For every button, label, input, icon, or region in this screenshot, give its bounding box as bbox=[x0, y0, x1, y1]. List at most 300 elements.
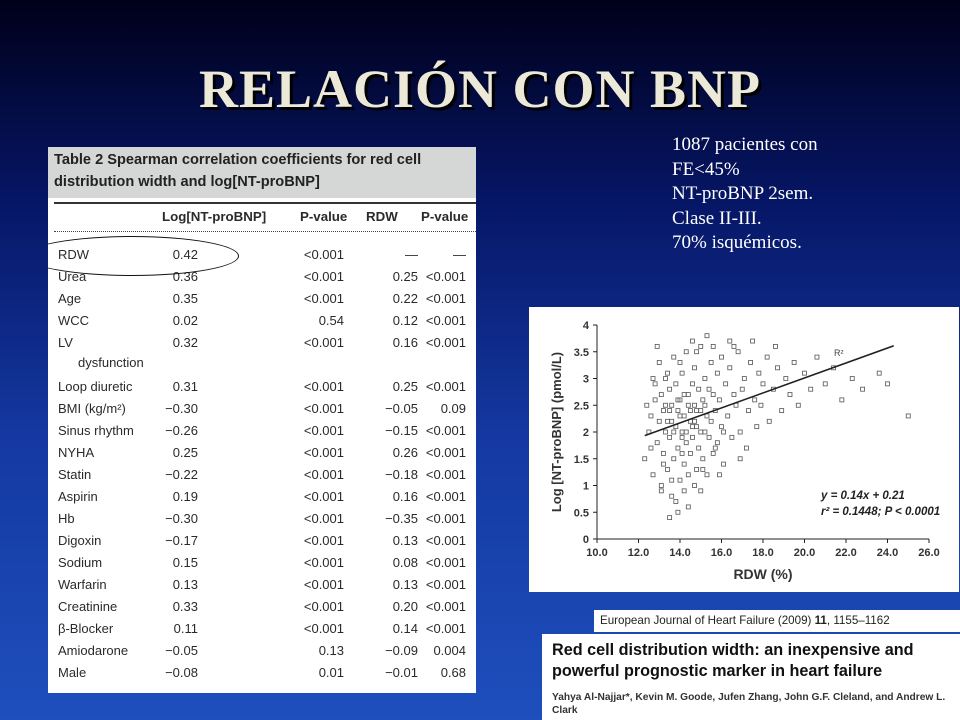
data-point bbox=[796, 403, 800, 407]
row-pvalue-1: <0.001 bbox=[303, 335, 344, 350]
row-pvalue-2: <0.001 bbox=[425, 555, 466, 570]
data-point bbox=[711, 344, 715, 348]
row-pvalue-1: <0.001 bbox=[303, 445, 344, 460]
data-point bbox=[906, 414, 910, 418]
row-pvalue-1: <0.001 bbox=[303, 379, 344, 394]
data-point bbox=[690, 435, 694, 439]
data-point bbox=[678, 414, 682, 418]
row-rdw: 0.14 bbox=[392, 621, 418, 636]
x-tick-label: 14.0 bbox=[669, 547, 691, 559]
table-row bbox=[48, 313, 476, 335]
row-rdw: 0.25 bbox=[392, 379, 418, 394]
data-point bbox=[749, 360, 753, 364]
data-point bbox=[643, 457, 647, 461]
col-header-rdw: RDW bbox=[366, 209, 398, 224]
data-point bbox=[651, 473, 655, 477]
y-tick-label: 4 bbox=[582, 320, 589, 332]
row-log-ntprobnp: −0.08 bbox=[165, 665, 198, 680]
data-point bbox=[684, 441, 688, 445]
data-point bbox=[720, 355, 724, 359]
data-point bbox=[680, 430, 684, 434]
data-point bbox=[663, 377, 667, 381]
data-point bbox=[695, 350, 699, 354]
y-tick-label: 0.5 bbox=[573, 507, 589, 520]
row-pvalue-2: <0.001 bbox=[425, 313, 466, 328]
data-point bbox=[659, 393, 663, 397]
table-caption-prefix: Table 2 bbox=[54, 152, 104, 168]
row-pvalue-2: <0.001 bbox=[425, 291, 466, 306]
data-point bbox=[717, 398, 721, 402]
data-point bbox=[823, 382, 827, 386]
data-point bbox=[705, 334, 709, 338]
row-pvalue-2: <0.001 bbox=[425, 489, 466, 504]
data-point bbox=[690, 425, 694, 429]
data-point bbox=[703, 430, 707, 434]
data-point bbox=[672, 430, 676, 434]
row-log-ntprobnp: 0.19 bbox=[172, 489, 198, 504]
row-pvalue-2: 0.09 bbox=[440, 401, 466, 416]
row-rdw: 0.16 bbox=[392, 489, 418, 504]
row-rdw: −0.35 bbox=[385, 511, 418, 526]
row-pvalue-1: <0.001 bbox=[303, 599, 344, 614]
data-point bbox=[661, 462, 665, 466]
row-variable: Sinus rhythm bbox=[58, 423, 134, 438]
row-rdw: −0.05 bbox=[385, 401, 418, 416]
data-point bbox=[759, 403, 763, 407]
row-rdw: −0.15 bbox=[385, 423, 418, 438]
data-point bbox=[697, 446, 701, 450]
data-point bbox=[693, 403, 697, 407]
data-point bbox=[707, 387, 711, 391]
data-point bbox=[695, 467, 699, 471]
data-point bbox=[686, 393, 690, 397]
data-point bbox=[709, 419, 713, 423]
table-row bbox=[48, 621, 476, 643]
row-pvalue-2: <0.001 bbox=[425, 423, 466, 438]
data-point bbox=[699, 489, 703, 493]
data-point bbox=[701, 457, 705, 461]
data-point bbox=[711, 393, 715, 397]
row-variable: Hb bbox=[58, 511, 75, 526]
data-point bbox=[659, 489, 663, 493]
row-rdw: 0.13 bbox=[392, 533, 418, 548]
data-point bbox=[773, 344, 777, 348]
data-point bbox=[699, 409, 703, 413]
data-point bbox=[815, 355, 819, 359]
col-header-pvalue-2: P-value bbox=[421, 209, 469, 224]
equation-annotation: y = 0.14x + 0.21 bbox=[821, 490, 905, 502]
data-point bbox=[715, 371, 719, 375]
table-row bbox=[48, 467, 476, 489]
data-point bbox=[670, 403, 674, 407]
row-variable: Creatinine bbox=[58, 599, 118, 614]
data-point bbox=[738, 457, 742, 461]
row-variable: Urea bbox=[58, 269, 87, 284]
row-pvalue-2: <0.001 bbox=[425, 599, 466, 614]
journal-volume: 11 bbox=[814, 614, 827, 627]
data-point bbox=[680, 435, 684, 439]
data-point bbox=[649, 414, 653, 418]
data-point bbox=[707, 435, 711, 439]
data-point bbox=[668, 435, 672, 439]
row-variable: Male bbox=[58, 665, 87, 680]
data-point bbox=[666, 371, 670, 375]
row-log-ntprobnp: 0.35 bbox=[172, 291, 198, 306]
row-pvalue-1: <0.001 bbox=[303, 291, 344, 306]
info-line: NT-proBNP 2sem. bbox=[672, 183, 814, 204]
row-pvalue-2: 0.68 bbox=[440, 665, 466, 680]
data-point bbox=[761, 382, 765, 386]
data-point bbox=[674, 382, 678, 386]
row-pvalue-1: <0.001 bbox=[303, 533, 344, 548]
r2-marker: R² bbox=[834, 348, 844, 358]
study-info bbox=[672, 133, 818, 256]
info-line: 70% isquémicos. bbox=[672, 232, 802, 253]
table-row bbox=[48, 511, 476, 533]
row-variable: Digoxin bbox=[58, 533, 102, 548]
row-log-ntprobnp: −0.30 bbox=[165, 401, 198, 416]
x-tick-label: 24.0 bbox=[876, 547, 899, 559]
x-axis-label: RDW (%) bbox=[733, 566, 793, 582]
row-pvalue-2: 0.004 bbox=[433, 643, 466, 658]
data-point bbox=[722, 462, 726, 466]
data-point bbox=[674, 500, 678, 504]
table-row bbox=[48, 401, 476, 423]
data-point bbox=[680, 371, 684, 375]
table-row bbox=[48, 335, 476, 357]
row-rdw: 0.22 bbox=[392, 291, 418, 306]
row-rdw: — bbox=[405, 247, 418, 262]
data-point bbox=[690, 382, 694, 386]
data-point bbox=[670, 494, 674, 498]
data-point bbox=[676, 510, 680, 514]
x-tick-label: 20.0 bbox=[793, 547, 816, 559]
col-header-pvalue-1: P-value bbox=[300, 209, 348, 224]
row-variable: LV bbox=[58, 335, 73, 350]
row-pvalue-2: <0.001 bbox=[425, 511, 466, 526]
row-pvalue-1: <0.001 bbox=[303, 247, 344, 262]
data-point bbox=[688, 451, 692, 455]
data-point bbox=[653, 382, 657, 386]
data-point bbox=[726, 414, 730, 418]
row-pvalue-1: 0.13 bbox=[318, 643, 344, 658]
data-point bbox=[659, 484, 663, 488]
x-tick-label: 16.0 bbox=[710, 547, 733, 559]
table-row bbox=[48, 533, 476, 555]
data-point bbox=[686, 505, 690, 509]
data-point bbox=[672, 457, 676, 461]
data-point bbox=[670, 419, 674, 423]
table-row bbox=[48, 577, 476, 599]
row-variable: Aspirin bbox=[58, 489, 98, 504]
row-variable: WCC bbox=[58, 313, 90, 328]
data-point bbox=[697, 387, 701, 391]
row-variable: Statin bbox=[58, 467, 92, 482]
table-row bbox=[48, 665, 476, 687]
data-point bbox=[792, 360, 796, 364]
row-log-ntprobnp: −0.17 bbox=[165, 533, 198, 548]
data-point bbox=[645, 403, 649, 407]
data-point bbox=[744, 446, 748, 450]
y-axis-label: Log [NT-proBNP] (pmol/L) bbox=[549, 351, 564, 513]
data-point bbox=[690, 339, 694, 343]
row-pvalue-1: 0.01 bbox=[318, 665, 344, 680]
y-tick-label: 1 bbox=[582, 480, 589, 493]
data-point bbox=[688, 409, 692, 413]
row-pvalue-2: <0.001 bbox=[425, 467, 466, 482]
table-row bbox=[48, 555, 476, 577]
row-variable: BMI (kg/m²) bbox=[58, 401, 126, 416]
data-point bbox=[784, 377, 788, 381]
data-point bbox=[668, 516, 672, 520]
data-point bbox=[703, 403, 707, 407]
table-rule-header bbox=[54, 231, 476, 232]
data-point bbox=[705, 473, 709, 477]
row-variable: Loop diuretic bbox=[58, 379, 133, 394]
data-point bbox=[720, 425, 724, 429]
data-point bbox=[666, 467, 670, 471]
row-log-ntprobnp: −0.05 bbox=[165, 643, 198, 658]
data-point bbox=[699, 430, 703, 434]
data-point bbox=[649, 446, 653, 450]
data-point bbox=[886, 382, 890, 386]
data-point bbox=[724, 382, 728, 386]
row-rdw: 0.25 bbox=[392, 269, 418, 284]
row-log-ntprobnp: 0.15 bbox=[172, 555, 198, 570]
row-pvalue-2: <0.001 bbox=[425, 379, 466, 394]
data-point bbox=[713, 446, 717, 450]
row-pvalue-2: <0.001 bbox=[425, 533, 466, 548]
row-log-ntprobnp: −0.26 bbox=[165, 423, 198, 438]
table-row bbox=[48, 379, 476, 401]
data-point bbox=[780, 409, 784, 413]
data-point bbox=[767, 419, 771, 423]
y-tick-label: 3 bbox=[582, 373, 589, 386]
data-point bbox=[701, 467, 705, 471]
data-point bbox=[809, 387, 813, 391]
row-log-ntprobnp: 0.31 bbox=[172, 379, 198, 394]
data-point bbox=[676, 409, 680, 413]
row-pvalue-1: <0.001 bbox=[303, 423, 344, 438]
data-point bbox=[736, 350, 740, 354]
data-point bbox=[657, 360, 661, 364]
data-point bbox=[682, 393, 686, 397]
row-log-ntprobnp: 0.36 bbox=[172, 269, 198, 284]
data-point bbox=[765, 355, 769, 359]
table-row bbox=[48, 489, 476, 511]
data-point bbox=[693, 419, 697, 423]
row-variable: Age bbox=[58, 291, 82, 306]
data-point bbox=[715, 441, 719, 445]
journal-name: European Journal of Heart Failure (2009) bbox=[600, 614, 812, 627]
data-point bbox=[788, 393, 792, 397]
y-tick-label: 3.5 bbox=[573, 346, 589, 359]
info-line: Clase II-III. bbox=[672, 207, 762, 229]
row-rdw: 0.20 bbox=[392, 599, 418, 614]
data-point bbox=[682, 462, 686, 466]
table-row bbox=[48, 445, 476, 467]
data-point bbox=[703, 377, 707, 381]
row-pvalue-2: — bbox=[453, 247, 466, 262]
data-point bbox=[655, 441, 659, 445]
data-point bbox=[776, 366, 780, 370]
row-rdw: 0.13 bbox=[392, 577, 418, 592]
row-pvalue-2: <0.001 bbox=[425, 269, 466, 284]
table-row bbox=[48, 291, 476, 313]
row-pvalue-1: <0.001 bbox=[303, 489, 344, 504]
data-point bbox=[661, 451, 665, 455]
table-row bbox=[48, 643, 476, 665]
data-point bbox=[676, 446, 680, 450]
data-point bbox=[732, 393, 736, 397]
data-point bbox=[755, 425, 759, 429]
data-point bbox=[709, 360, 713, 364]
data-point bbox=[684, 430, 688, 434]
info-line: 1087 pacientes con bbox=[672, 134, 818, 155]
data-point bbox=[680, 451, 684, 455]
correlation-table bbox=[48, 147, 476, 693]
row-variable: β-Blocker bbox=[58, 621, 114, 636]
data-point bbox=[757, 371, 761, 375]
data-point bbox=[751, 339, 755, 343]
data-point bbox=[711, 451, 715, 455]
row-variable: NYHA bbox=[58, 445, 95, 460]
paper-title: Red cell distribution width: an inexpensive and powerful prognostic marker in heart failure bbox=[552, 641, 914, 680]
row-pvalue-1: <0.001 bbox=[303, 511, 344, 526]
data-point bbox=[699, 344, 703, 348]
scatter-plot-panel bbox=[529, 307, 959, 592]
row-rdw: 0.12 bbox=[392, 313, 418, 328]
journal-citation bbox=[594, 610, 960, 632]
data-point bbox=[666, 419, 670, 423]
row-pvalue-1: 0.54 bbox=[318, 313, 344, 328]
row-log-ntprobnp: 0.13 bbox=[172, 577, 198, 592]
journal-pages: , 1155–1162 bbox=[826, 614, 890, 627]
data-point bbox=[728, 366, 732, 370]
x-tick-label: 18.0 bbox=[752, 547, 774, 559]
scatter-plot bbox=[529, 307, 959, 592]
data-point bbox=[728, 339, 732, 343]
row-pvalue-1: <0.001 bbox=[303, 555, 344, 570]
row-pvalue-1: <0.001 bbox=[303, 467, 344, 482]
data-point bbox=[730, 435, 734, 439]
row-pvalue-1: <0.001 bbox=[303, 577, 344, 592]
data-point bbox=[663, 430, 667, 434]
data-point bbox=[693, 484, 697, 488]
paper-authors: Yahya Al-Najjar*, Kevin M. Goode, Jufen Zhang, John G.F. Cleland, and Andrew L. Clark bbox=[552, 692, 946, 716]
data-point bbox=[684, 350, 688, 354]
data-point bbox=[670, 478, 674, 482]
table-row bbox=[48, 599, 476, 621]
data-point bbox=[695, 425, 699, 429]
row-rdw: −0.09 bbox=[385, 643, 418, 658]
table-rule-top bbox=[54, 202, 476, 204]
row-pvalue-2: <0.001 bbox=[425, 335, 466, 350]
row-log-ntprobnp: 0.42 bbox=[172, 247, 198, 262]
row-rdw: 0.08 bbox=[392, 555, 418, 570]
x-tick-label: 10.0 bbox=[586, 547, 608, 559]
x-tick-label: 12.0 bbox=[627, 547, 650, 559]
col-header-log-ntprobnp: Log[NT-proBNP] bbox=[162, 209, 267, 224]
data-point bbox=[753, 398, 757, 402]
table-caption-line2: distribution width and log[NT-proBNP] bbox=[54, 174, 320, 190]
data-point bbox=[668, 409, 672, 413]
data-point bbox=[742, 377, 746, 381]
data-point bbox=[746, 409, 750, 413]
row-log-ntprobnp: 0.25 bbox=[172, 445, 198, 460]
row-log-ntprobnp: 0.02 bbox=[172, 313, 198, 328]
info-line: FE<45% bbox=[672, 158, 740, 180]
row-pvalue-1: <0.001 bbox=[303, 401, 344, 416]
data-point bbox=[655, 344, 659, 348]
data-point bbox=[686, 473, 690, 477]
paper-header bbox=[542, 634, 960, 720]
data-point bbox=[657, 419, 661, 423]
row-rdw: −0.01 bbox=[385, 665, 418, 680]
row-pvalue-2: <0.001 bbox=[425, 445, 466, 460]
row-rdw: −0.18 bbox=[385, 467, 418, 482]
y-tick-label: 0 bbox=[582, 534, 589, 546]
row-log-ntprobnp: 0.11 bbox=[173, 621, 198, 636]
row-log-ntprobnp: −0.30 bbox=[165, 511, 198, 526]
data-point bbox=[701, 398, 705, 402]
data-point bbox=[661, 409, 665, 413]
data-point bbox=[850, 377, 854, 381]
data-point bbox=[668, 387, 672, 391]
table-caption-line1: Spearman correlation coefficients for red cell bbox=[107, 152, 422, 168]
data-point bbox=[705, 414, 709, 418]
data-point bbox=[877, 371, 881, 375]
row-log-ntprobnp: 0.32 bbox=[172, 335, 198, 350]
row-log-ntprobnp: 0.33 bbox=[172, 599, 198, 614]
x-tick-label: 26.0 bbox=[918, 547, 940, 559]
data-point bbox=[803, 371, 807, 375]
data-point bbox=[722, 430, 726, 434]
r2-annotation: r² = 0.1448; P < 0.0001 bbox=[821, 506, 941, 518]
row-variable: Amiodarone bbox=[58, 643, 129, 658]
row-pvalue-2: <0.001 bbox=[425, 577, 466, 592]
data-point bbox=[732, 344, 736, 348]
data-point bbox=[678, 478, 682, 482]
row-rdw: 0.26 bbox=[392, 445, 418, 460]
data-point bbox=[740, 387, 744, 391]
data-point bbox=[861, 387, 865, 391]
data-point bbox=[717, 473, 721, 477]
data-point bbox=[686, 403, 690, 407]
table-row bbox=[48, 355, 476, 377]
row-variable: RDW bbox=[58, 247, 90, 262]
slide-title: RELACIÓN CON BNP bbox=[198, 59, 762, 119]
y-tick-label: 2.5 bbox=[573, 400, 589, 413]
row-log-ntprobnp: −0.22 bbox=[165, 467, 198, 482]
x-tick-label: 22.0 bbox=[835, 547, 857, 559]
row-pvalue-2: <0.001 bbox=[425, 621, 466, 636]
data-point bbox=[738, 430, 742, 434]
data-point bbox=[651, 377, 655, 381]
data-point bbox=[695, 409, 699, 413]
data-point bbox=[693, 366, 697, 370]
table-caption bbox=[48, 147, 476, 198]
row-variable: Sodium bbox=[58, 555, 103, 570]
row-pvalue-1: <0.001 bbox=[303, 269, 344, 284]
row-variable: Warfarin bbox=[58, 577, 107, 592]
data-point bbox=[682, 414, 686, 418]
data-point bbox=[663, 403, 667, 407]
data-point bbox=[672, 355, 676, 359]
table-row bbox=[48, 423, 476, 445]
data-point bbox=[840, 398, 844, 402]
y-tick-label: 1.5 bbox=[573, 453, 589, 466]
